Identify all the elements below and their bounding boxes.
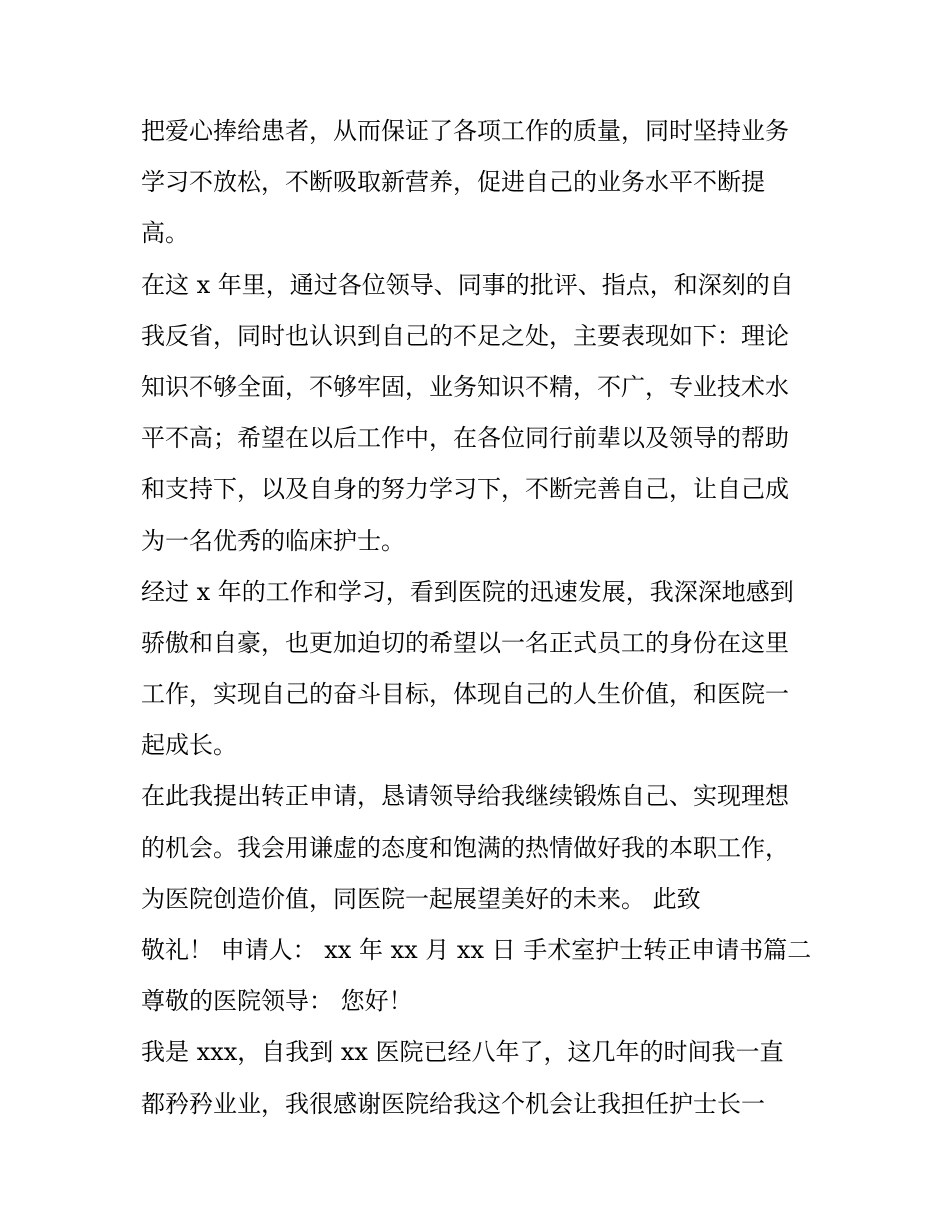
text-line: 为一名优秀的临床护士。 [141,526,405,555]
text-line: 为医院创造价值，同医院一起展望美好的未来。 此致 [141,884,701,913]
document-body [141,106,821,1130]
text-line: 的机会。我会用谦虚的态度和饱满的热情做好我的本职工作， [141,833,789,862]
text-line: 敬礼！ 申请人： xx 年 xx 月 xx 日 手术室护士转正申请书篇二 [141,936,812,964]
text-line: 我反省，同时也认识到自己的不足之处，主要表现如下：理论 [141,321,789,350]
text-line: 都矜矜业业，我很感谢医院给我这个机会让我担任护士长一 [141,1089,765,1118]
text-line: 尊敬的医院领导： 您好！ [141,987,413,1016]
text-line: 在此我提出转正申请，恳请领导给我继续锻炼自己、实现理想 [141,782,789,811]
text-line: 经过 x 年的工作和学习，看到医院的迅速发展，我深深地感到 [141,577,794,606]
text-line: 高。 [141,219,189,248]
text-line: 起成长。 [141,731,237,760]
text-line: 知识不够全面，不够牢固，业务知识不精，不广，专业技术水 [141,372,789,401]
text-line: 我是 xxx，自我到 xx 医院已经八年了，这几年的时间我一直 [141,1038,784,1067]
text-line: 骄傲和自豪，也更加迫切的希望以一名正式员工的身份在这里 [141,628,789,657]
text-line: 和支持下，以及自身的努力学习下，不断完善自己，让自己成 [141,475,789,504]
text-line: 把爱心捧给患者，从而保证了各项工作的质量，同时坚持业务 [141,117,789,145]
text-line: 工作，实现自己的奋斗目标，体现自己的人生价值，和医院一 [141,680,789,709]
text-line: 在这 x 年里，通过各位领导、同事的批评、指点，和深刻的自 [141,270,794,299]
text-line: 平不高；希望在以后工作中，在各位同行前辈以及领导的帮助 [141,424,789,453]
text-line: 学习不放松，不断吸取新营养，促进自己的业务水平不断提 [141,168,765,197]
